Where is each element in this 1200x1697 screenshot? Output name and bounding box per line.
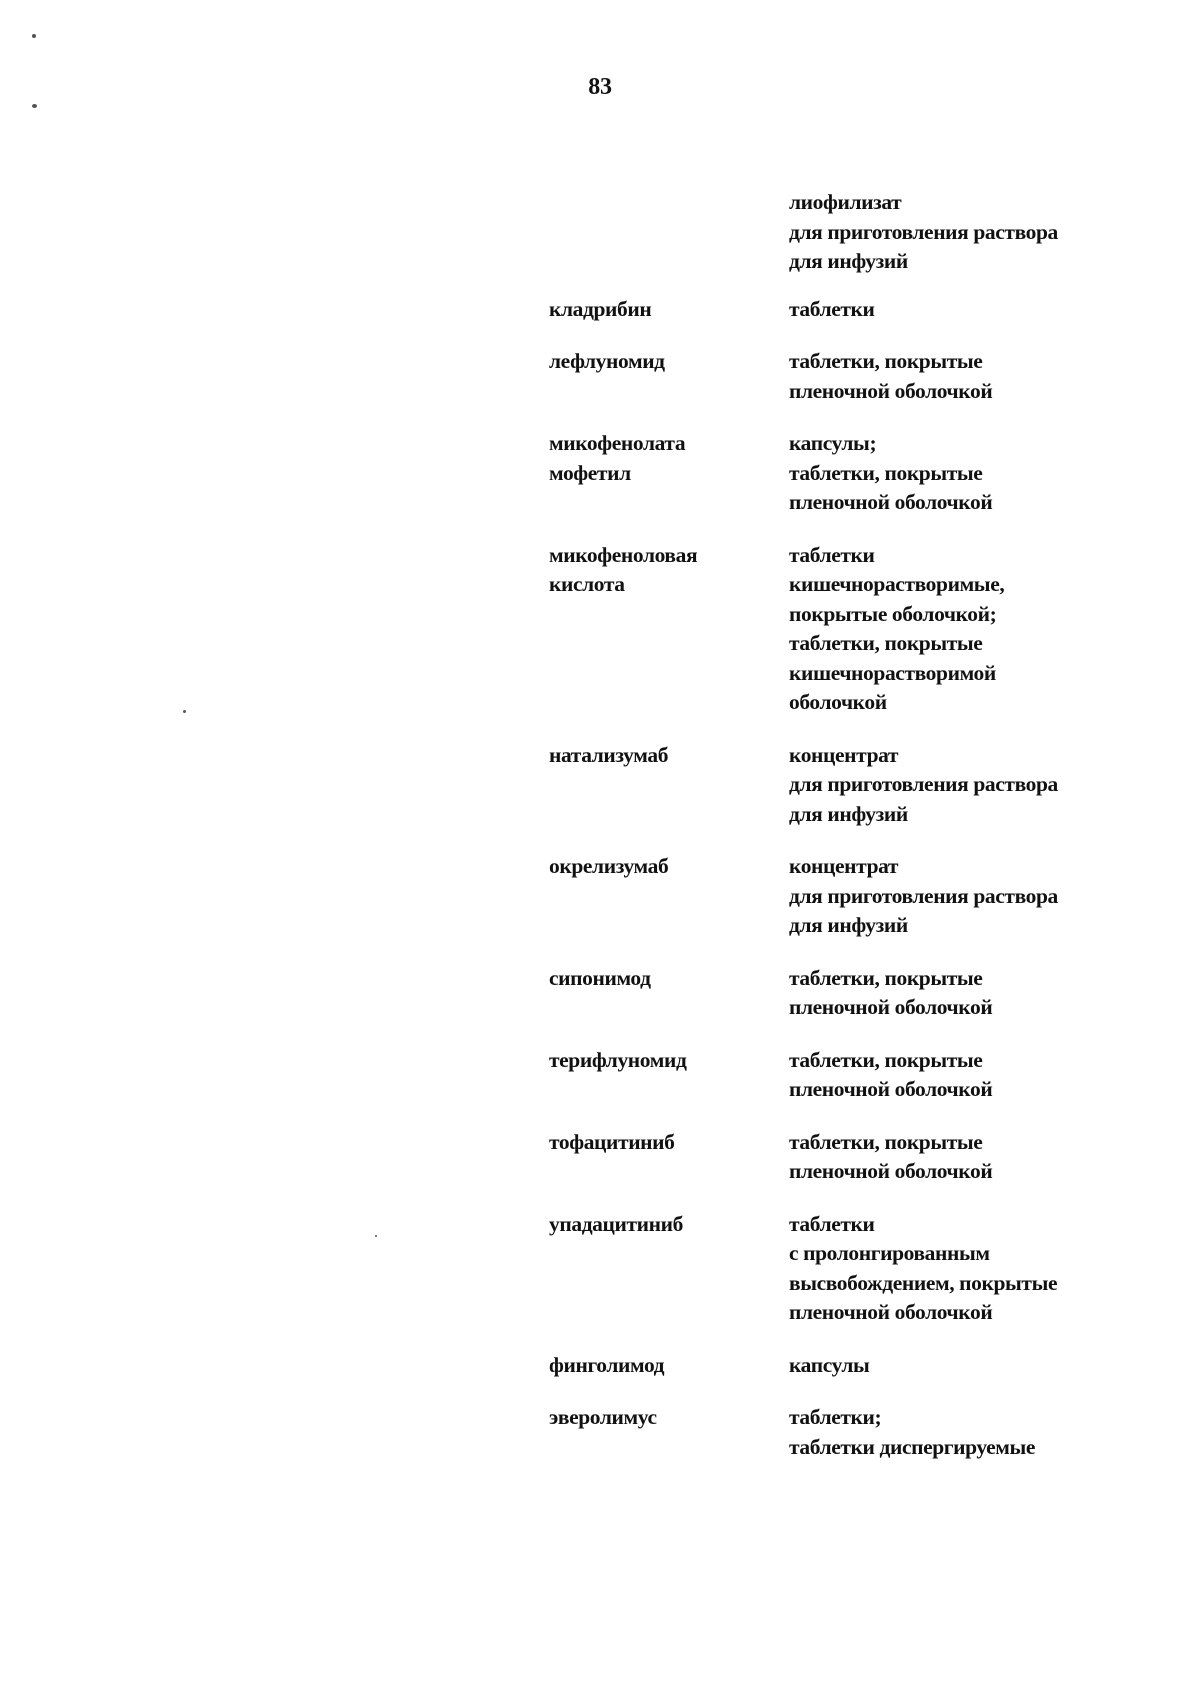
dosage-form-line: лиофилизат [789,190,902,214]
dosage-form-line: таблетки, покрытые [789,1047,983,1072]
dosage-forms [789,295,1149,325]
dosage-form-line: таблетки [789,296,875,321]
drug-name: упадацитиниб [549,1211,683,1236]
dosage-form-line: концентрат [789,854,899,878]
table-row [549,295,1149,325]
table-row [549,1046,1149,1105]
dosage-form-line: оболочкой [789,690,887,714]
dosage-form-line: таблетки, покрытые [789,965,983,990]
dosage-form-line: пленочной оболочкой [789,1159,993,1183]
table-row [549,188,1149,277]
dosage-form-line: для инфузий [789,249,908,273]
scan-speck [32,34,36,38]
drug-name: лефлуномид [549,349,665,373]
table-row [549,852,1149,941]
drug-name: тофацитиниб [549,1129,675,1154]
dosage-form-line: таблетки, покрытые [789,349,983,373]
drug-name: окрелизумаб [549,854,669,878]
dosage-form-line: пленочной оболочкой [789,1077,993,1101]
drug-name: терифлуномид [549,1047,687,1072]
scan-speck [183,710,186,713]
dosage-form-line: для инфузий [789,801,908,826]
table-row [549,1351,1149,1381]
dosage-form-line: таблетки [789,1211,875,1236]
dosage-form-line: кишечнорастворимой [789,660,996,685]
table-row [549,1128,1149,1187]
dosage-form-line: таблетки, покрытые [789,1129,983,1154]
dosage-forms [789,852,1149,941]
table-row [549,1403,1149,1462]
drug-name: финголимод [549,1352,665,1377]
drug-name: кладрибин [549,296,652,321]
dosage-form-line: для приготовления раствора [789,219,1058,244]
dosage-form-line: пленочной оболочкой [789,378,993,403]
table-row [549,741,1149,830]
drug-name: микофеноловая кислота [549,542,698,596]
dosage-form-line: пленочной оболочкой [789,995,993,1019]
drug-name [549,188,789,277]
drug-name: эверолимус [549,1405,657,1429]
dosage-form-line: кишечнорастворимые, [789,572,1005,596]
dosage-form-line: с пролонгированным [789,1241,990,1265]
dosage-form-line: таблетки [789,542,875,567]
dosage-forms [789,1351,1149,1381]
dosage-forms [789,1128,1149,1187]
table-row [549,541,1149,718]
drug-name: натализумаб [549,742,669,767]
dosage-form-line: капсулы; [789,431,877,455]
medication-table [549,188,1149,1485]
drug-name: сипонимод [549,965,651,990]
table-row [549,429,1149,518]
dosage-form-line: для приготовления раствора [789,772,1058,796]
dosage-form-line: покрытые оболочкой; [789,601,997,626]
dosage-forms [789,1210,1149,1328]
dosage-form-line: для приготовления раствора [789,883,1058,908]
dosage-form-line: таблетки диспергируемые [789,1434,1036,1459]
dosage-form-line: пленочной оболочкой [789,1300,993,1324]
dosage-form-line: таблетки, покрытые [789,631,983,655]
dosage-form-line: капсулы [789,1352,870,1377]
dosage-forms [789,188,1149,277]
dosage-form-line: концентрат [789,742,899,767]
dosage-forms [789,429,1149,518]
dosage-forms [789,964,1149,1023]
page-number: 83 [588,74,612,100]
scan-speck [375,1235,377,1237]
drug-name: микофенолата мофетил [549,431,686,485]
dosage-forms [789,741,1149,830]
dosage-form-line: высвобождением, покрытые [789,1270,1058,1295]
scan-speck [32,104,37,108]
dosage-form-line: для инфузий [789,913,908,937]
dosage-form-line: таблетки, покрытые [789,460,983,485]
table-row [549,964,1149,1023]
dosage-forms [789,347,1149,406]
dosage-form-line: таблетки; [789,1405,882,1429]
dosage-form-line: пленочной оболочкой [789,490,993,514]
dosage-forms [789,541,1149,718]
dosage-forms [789,1403,1149,1462]
table-row [549,1210,1149,1328]
dosage-forms [789,1046,1149,1105]
table-row [549,347,1149,406]
